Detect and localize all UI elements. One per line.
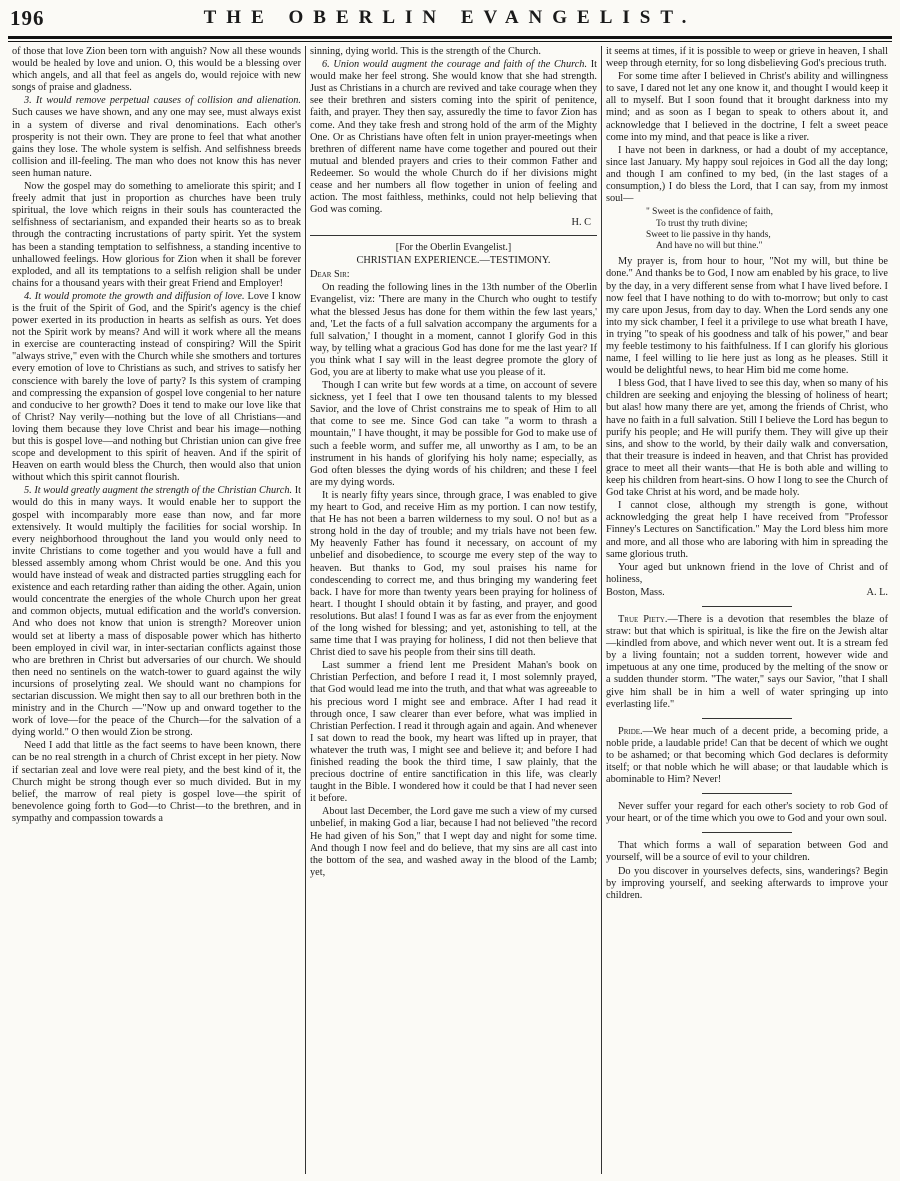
paragraph-text: —There is a devotion that resembles the blaze of straw: but that which is spiritual, is like the fire on the Jewish altar—kindled from above, and which never went out. It is a stream fed by a living fountain; not a sudden torrent, however wide and impetuous at any one time, produced by the melting of the snow or a sudden thunder storm. "The water," says our Savior, "that I shall give him shall be in him a well of water springing up into everlasting life."	[606, 613, 888, 710]
paragraph: Though I can write but few words at a time, on account of severe sickness, yet I feel that I owe ten thousand talents to my blessed Savior, and the love of Christ constrains me to speak of Him to all that come to see me. Since God can take "a worm to thrash a mountain," I have thought, it may be possible for God to make use of such a feeble worm, and suffer me, all unworthy as I am, to be an instrument in his hands of glorifying his holy name; especially, as God often blesses the dying words of his children; and these I feel are my dying words.	[310, 380, 597, 488]
short-divider	[702, 606, 792, 607]
signature: A. L.	[866, 586, 888, 598]
paragraph: sinning, dying world. This is the strength of the Church.	[310, 46, 541, 57]
paragraph: Do you discover in yourselves defects, sins, wanderings? Begin by improving yourself, and seeking afterwards to improve your children.	[606, 865, 888, 901]
page-number: 196	[10, 6, 45, 30]
column-3	[602, 46, 892, 1174]
columns	[8, 46, 892, 1174]
item-head: True Piety.	[618, 613, 668, 625]
salutation: Dear Sir:	[310, 269, 350, 281]
paragraph	[606, 614, 888, 711]
poem-line: To trust thy truth divine;	[656, 218, 748, 229]
signature: H. C	[571, 217, 591, 229]
poem	[646, 207, 888, 252]
poem-line: Sweet to lie passive in thy hands,	[646, 229, 771, 240]
short-divider	[702, 718, 792, 719]
section-head: 4. It would promote the growth and diffusion of love.	[24, 290, 245, 302]
paragraph-text: It would do this in many ways. It would enable her to support the gospel with incomparably more ease than now, and far more extensively. It would multiply the facilities for social worship. In every neighborhood throughout the land you would only need to invite Christians to come together and you would have a full and blessed assembly among whom Christ would be one. And this you would have instead of weak and distracted parties struggling each for existence and each retarding rather than aiding the other. Again, union would concentrate the energies of the whole Church upon her great and common objects, mutual edification and the world's conversion. And who does not know that union is strength? Moreover union would set at liberty a mass of disposable power which has hitherto been employed in civil war, in inter-sectarian conflicts against those who are brethren in Christ but adversaries of our church. We should then need no sentinels on the watch-tower to guard against the wily incursions of proselyting zeal. We should want no champions for sectarian discussion. We might then say to all our brethren both in the ministry and in the Church —"Now up and onward together to the work of love—for the peace of the Church—for the salvation of a dying world." O then would Zion be strong.	[12, 485, 301, 739]
paragraph	[310, 59, 597, 216]
paragraph: On reading the following lines in the 13th number of the Oberlin Evangelist, viz: 'There are many in the Church who ought to testify what the blessed Jesus has done for them within the few last years,' and, 'Let the facts of a full salvation accompany the arguments for a full salvation,' I thought in a moment, cannot I glorify God in this way, by telling what a gracious God has done for me the last year? If you think what I say will in the least degree promote the glory of God, you are at liberty to make what use you please of it.	[310, 282, 597, 378]
paragraph: It is nearly fifty years since, through grace, I was enabled to give my heart to God, and receive Him as my portion. I can now testify, that He has not been a barren wilderness to my soul. O no! but as a strong hold in the day of trouble; and my trials have not been few. My heavenly Father has found it necessary, on account of my unbelief and disobedience, to scourge me every step of the way to heaven. But thanks to God, my soul praises his name for condescending to correct me, and thus bringing my wandering feet back. I have for more than twenty years been praying for holiness of heart. I thought I should obtain it by fasting, and prayer, and good resolutions. But alas! I found I was as far as ever from the enjoyment of the long wished for blessing; and yet, astonishing to tell, at the same time that I was praying for holiness, I did not then believe that Christ died to save his people from their sins till death.	[310, 489, 597, 659]
paragraph: Last summer a friend lent me President Mahan's book on Christian Perfection, and before I read it, I most solemnly prayed, that God would lead me into the truth, and that what was agreeable to his precious word I might see and embrace. After I had read it through once, I saw clearer than ever before, what was implied in Christian Perfection. I read it through again and again. And whenever I sat down to read the book, my heart was lifted up in prayer, that whatever the truth was, I might see and believe it; and before I had finished reading the book the third time, I saw plainly, that the precious doctrine of entire sanctification in this life, was clearly taught in the Bible. I wondered how it could be that I had never seen it before.	[310, 660, 597, 805]
column-1	[8, 46, 306, 1174]
poem-line: And have no will but thine."	[656, 241, 763, 252]
paragraph: I cannot close, although my strength is gone, without acknowledging the great help I have received from "Professor Finney's Lectures on Sanctification." May the Lord bless him more and more, and all those who are laboring with him in spreading the same glorious truth.	[606, 500, 888, 560]
paragraph	[12, 95, 301, 180]
paragraph: Your aged but unknown friend in the love of Christ and of holiness,	[606, 561, 888, 585]
signature-place: Boston, Mass.	[606, 586, 665, 598]
paragraph: Now the gospel may do something to ameliorate this spirit; and I freely admit that just in proportion as churches have been truly spiritual, the love which reigns in their souls has counteracted the selfishness of sectarianism, and expanded their hearts so as to break through the contracting incrustations of party spirit. Yet the system has been a standing temptation to selfishness, a standing incentive to unhallowed feelings. How glorious for Zion when it shall be forever exploded, and all its temptations to a selfish religion shall be under chains for a thousand years with their great Friend and Employer!	[12, 181, 301, 289]
paragraph-text: —We hear much of a decent pride, a becoming pride, a noble pride, a laudable pride! Can that be decent of which we ought to be ashamed; or that becoming which God declares is deformity itself; or that noble which he will abase; or that laudable which is abominable to Him? Never!	[606, 725, 888, 786]
poem-line: " Sweet is the confidence of faith,	[646, 207, 773, 218]
paragraph: Never suffer your regard for each other's society to rob God of your heart, or of the time which you owe to God and your own soul.	[606, 801, 888, 825]
paragraph	[12, 291, 301, 485]
paragraph: it seems at times, if it is possible to weep or grieve in heaven, I shall weep through eternity, for so long disbelieving God's precious truth.	[606, 46, 888, 70]
article-divider	[310, 235, 597, 236]
paragraph: That which forms a wall of separation between God and yourself, will be a source of evil to your children.	[606, 840, 888, 864]
short-divider	[702, 832, 792, 833]
section-head: 3. It would remove perpetual causes of collision and alienation.	[24, 95, 301, 107]
paragraph: I bless God, that I have lived to see this day, when so many of his children are seeking and enjoying the blessing of holiness of heart; but alas! how many there are yet, among the friends of Christ, who have no faith in a full salvation. Still I believe the Lord has begun to purify his people; and He will purify them. They will give up their sins, and show to the world, by their daily walk and conversation, that their treasure is indeed in heaven, and that Christ has provided grace to meet all their wants—that He is both able and willing to keep his children from heart-sins. O how I long to see the Church of God take Christ at his word, and be made holy.	[606, 378, 888, 499]
paragraph: I have not been in darkness, or had a doubt of my acceptance, since last January. My happy soul rejoices in God all the day long; and though I am confined to my bed, (in the last stages of a consumption,) I do bless the Lord, that I can say, from my inmost soul—	[606, 144, 888, 205]
signature-line	[606, 587, 888, 599]
paragraph: of those that love Zion been torn with anguish? Now all these wounds would be healed by love and union. O, this would be a blessing over which angels, and all that feel as angels do, would rejoice with new songs of praise and gladness.	[12, 46, 301, 94]
section-head: 5. It would greatly augment the strength of the Christian Church.	[24, 485, 293, 497]
paragraph	[606, 726, 888, 786]
section-head: 6. Union would augment the courage and faith of the Church.	[322, 59, 588, 71]
masthead-rule-thin	[8, 41, 892, 42]
article-source-note: [For the Oberlin Evangelist.]	[395, 242, 512, 254]
paragraph	[12, 485, 301, 739]
paragraph-text: Love I know is the fruit of the Spirit of God, and the Spirit's agency is the chief power exerted in its production in hearts as selfish as ours. Yet does not the Spirit work by means? And will it work where all the means in exercise are counteracting instead of conspiring? Will the Spirit "always strive," even with the Church while she smothers and tortures every emotion of love to Christians as such, and strives to satisfy her conscience with barely the love of party? Is this system of cramping and compressing the expansion of gospel love congenial to her nature and conducive to her growth? Does it tend to make our love like that of Christ? Nay verily—nothing but the love of all Christians—and loving them because they love Christ and bear his image—nothing but this is gospel love—and nothing but Christian union can give free scope and development to this spirit of heaven. And if the spirit of Heaven on earth would bless the Church, then would also that union without which this spirit cannot flourish.	[12, 290, 301, 484]
paragraph: Need I add that little as the fact seems to have been known, there can be no real strength in a church of Christ except in her piety. Now if sectarian zeal and love were real piety, and the best kind of it, the Church might be strong though ever so much divided. But in my belief, the marrow of real piety is gospel love—the spirit of benevolence going forth to God—to Christ—to the brethren, and in sympathy and compassion towards a	[12, 740, 301, 824]
paragraph: For some time after I believed in Christ's ability and willingness to save, I dared not let any one know it, and thought I would keep it all to myself. But I soon found that it brought darkness into my mind; and as soon as I began to speak to others about it, and acknowledge that I believed in the doctrine, I felt a sweet peace come into my mind, and that peace is like a river.	[606, 71, 888, 143]
paragraph-text: Such causes we have shown, and any one may see, must always exist in a system of diverse and rival denominations. Each other's prosperity is not their own. They are prone to feel that what another gains they lose. The whole system is selfish. And selfishness breeds collision and ill-feeling. The man who does not know this has never seen human nature.	[12, 107, 301, 179]
paragraph: About last December, the Lord gave me such a view of my cursed unbelief, in making God a liar, because I had not believed "the record He had given of his Son," that I wept day and night for some time. And though I now feel and do believe, that my sins are all cast into the bottom of the sea, and washed away in the blood of the Lamb; yet,	[310, 806, 597, 878]
paragraph: My prayer is, from hour to hour, "Not my will, but thine be done." And thanks be to God, I now am enabled by his grace, to live by the day, in a very different sense from what I have lived before. I now feel that I have nothing to do with to-morrow; but only to cast my care upon Jesus, from day to day. When the Lord sends any one into my sick chamber, I feel it a privilege to use what breath I have, in trying "to speak of his goodness and talk of his power," and bear my feeble testimony to his faithfulness. If I can glorify his glorious name, I feel willing to lie here just as long as he pleases. Still it would be delightful news, to hear Him bid me come home.	[606, 256, 888, 377]
newspaper-title: THE OBERLIN EVANGELIST.	[203, 7, 697, 28]
masthead	[8, 6, 892, 32]
column-2	[306, 46, 602, 1174]
masthead-rule	[8, 36, 892, 39]
paragraph-text: It would make her feel strong. She would know that she had strength. Just as Christians in a church are revived and take courage when they see their brethren and sisters coming into the spirit of penitence, faith, and prayer. They then say, assuredly the time to favor Zion has come. And they take fresh and strong hold of the arm of the Mighty One. Or as Christians have often felt in union prayer-meetings when brethren of different name have come together and poured out their mutual and blended prayers and cries to their common Father and Redeemer. So would the whole Church do if her divisions might cease and her numbers all flow together in union of feeling and action. The most faithless, methinks, could not help believing that God was coming.	[310, 59, 597, 216]
article-heading: CHRISTIAN EXPERIENCE.—TESTIMONY.	[356, 255, 551, 267]
item-head: Pride.	[618, 725, 643, 737]
short-divider	[702, 793, 792, 794]
